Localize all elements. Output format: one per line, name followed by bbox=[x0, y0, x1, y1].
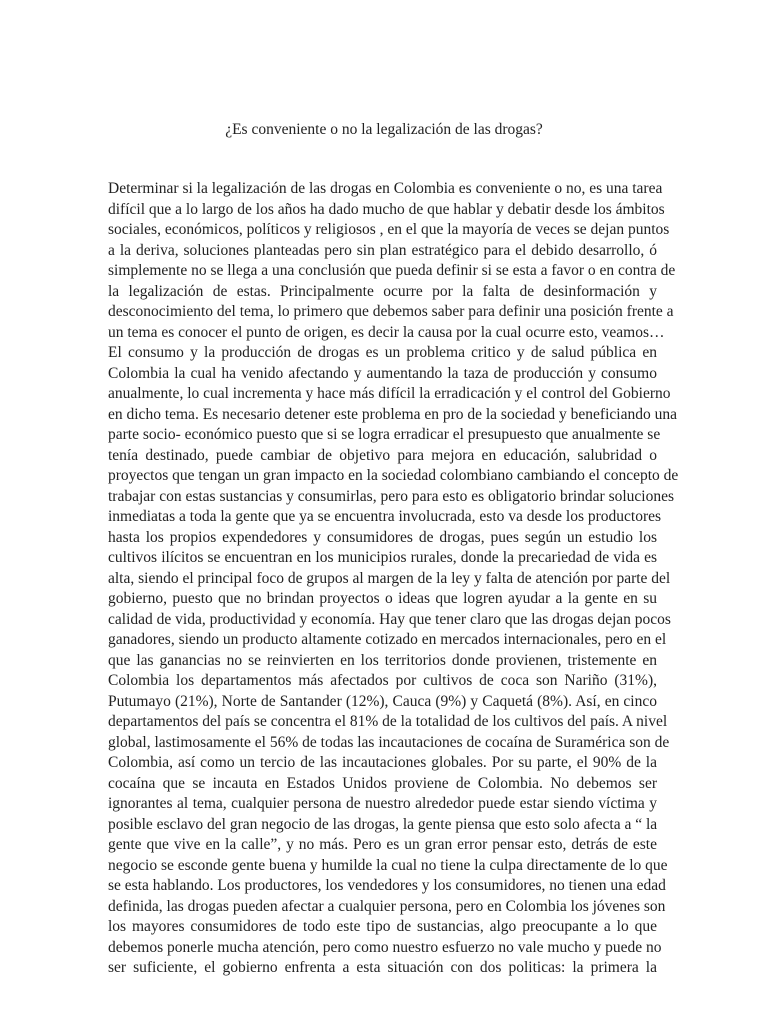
body-line: un tema es conocer el punto de origen, es decir la causa por la cual ocurre esto, veamos… bbox=[108, 323, 665, 341]
body-line: El consumo y la producción de drogas es un problema critico y de salud pública en bbox=[108, 344, 657, 361]
body-line: cultivos ilícitos se encuentran en los municipios rurales, donde la precariedad de vida es bbox=[108, 549, 657, 566]
body-line: anualmente, lo cual incrementa y hace más difícil la erradicación y el control del Gobierno bbox=[108, 385, 671, 402]
body-line: Determinar si la legalización de las drogas en Colombia es conveniente o no, es una tarea bbox=[108, 180, 663, 197]
body-line: alta, siendo el principal foco de grupos al margen de la ley y falta de atención por parte del bbox=[108, 569, 671, 587]
body-line: parte socio- económico puesto que si se logra erradicar el presupuesto que anualmente se bbox=[108, 426, 661, 443]
body-line: la legalización de estas. Principalmente ocurre por la falta de desinformación y bbox=[108, 282, 657, 300]
body-line: gobierno, puesto que no brindan proyectos o ideas que logren ayudar a la gente en su bbox=[108, 590, 657, 607]
body-line: gente que vive en la calle”, y no más. Pero es un gran error pensar esto, detrás de este bbox=[108, 836, 657, 853]
body-line: cocaína que se incauta en Estados Unidos proviene de Colombia. No debemos ser bbox=[108, 774, 657, 792]
body-line: inmediatas a toda la gente que ya se encuentra involucrada, esto va desde los productores bbox=[108, 508, 662, 525]
body-line: calidad de vida, productividad y economía. Hay que tener claro que las drogas dejan pocos bbox=[108, 610, 671, 628]
body-line: Putumayo (21%), Norte de Santander (12%), Cauca (9%) y Caquetá (8%). Así, en cinco bbox=[108, 692, 657, 710]
document-title: ¿Es conveniente o no la legalización de las drogas? bbox=[225, 121, 543, 138]
body-line: ser suficiente, el gobierno enfrenta a esta situación con dos politicas: la primera la bbox=[108, 959, 657, 976]
body-line: trabajar con estas sustancias y consumirlas, pero para esto es obligatorio brindar soluciones bbox=[108, 487, 675, 505]
body-line: ganadores, siendo un producto altamente cotizado en mercados internacionales, pero en el bbox=[108, 631, 667, 648]
body-line: Colombia, así como un tercio de las incautaciones globales. Por su parte, el 90% de la bbox=[108, 754, 657, 771]
body-line: se esta hablando. Los productores, los vendedores y los consumidores, no tienen una edad bbox=[108, 877, 666, 894]
body-line: global, lastimosamente el 56% de todas las incautaciones de cocaína de Suramérica son de bbox=[108, 733, 670, 751]
body-line: posible esclavo del gran negocio de las drogas, la gente piensa que esto solo afecta a “ la bbox=[108, 815, 658, 833]
body-line: Colombia los departamentos más afectados por cultivos de coca son Nariño (31%), bbox=[108, 672, 657, 689]
body-line: debemos ponerle mucha atención, pero como nuestro esfuerzo no vale mucho y puede no bbox=[108, 938, 662, 956]
body-line: tenía destinado, puede cambiar de objetivo para mejora en educación, salubridad o bbox=[108, 446, 657, 464]
body-line: desconocimiento del tema, lo primero que debemos saber para definir una posición frente a bbox=[108, 303, 674, 320]
body-line: negocio se esconde gente buena y humilde la cual no tiene la culpa directamente de lo que bbox=[108, 856, 668, 874]
body-line: simplemente no se llega a una conclusión que pueda definir si se esta a favor o en contra de bbox=[108, 262, 676, 279]
body-line: ignorantes al tema, cualquier persona de nuestro alrededor puede estar siendo víctima y bbox=[108, 795, 657, 812]
body-line: los mayores consumidores de todo este tipo de sustancias, algo preocupante a lo que bbox=[108, 918, 657, 935]
body-line: proyectos que tengan un gran impacto en la sociedad colombiano cambiando el concepto de bbox=[108, 467, 679, 484]
body-line: difícil que a lo largo de los años ha dado mucho de que hablar y debatir desde los ámbitos bbox=[108, 200, 665, 218]
body-line: departamentos del país se concentra el 81% de la totalidad de los cultivos del país. A nivel bbox=[108, 713, 668, 730]
body-line: Colombia la cual ha venido afectando y aumentando la taza de producción y consumo bbox=[108, 364, 657, 382]
body-line: en dicho tema. Es necesario detener este problema en pro de la sociedad y beneficiando una bbox=[108, 405, 677, 423]
body-line: a la deriva, soluciones planteadas pero sin plan estratégico para el debido desarrollo, ó bbox=[108, 241, 657, 259]
body-line: definida, las drogas pueden afectar a cualquier persona, pero en Colombia los jóvenes son bbox=[108, 897, 666, 915]
document-body bbox=[108, 179, 679, 979]
body-line: hasta los propios expendedores y consumidores de drogas, pues según un estudio los bbox=[108, 528, 657, 546]
body-line: sociales, económicos, políticos y religiosos , en el que la mayoría de veces se dejan puntos bbox=[108, 221, 670, 238]
body-line: que las ganancias no se reinvierten en los territorios donde provienen, tristemente en bbox=[108, 651, 657, 669]
